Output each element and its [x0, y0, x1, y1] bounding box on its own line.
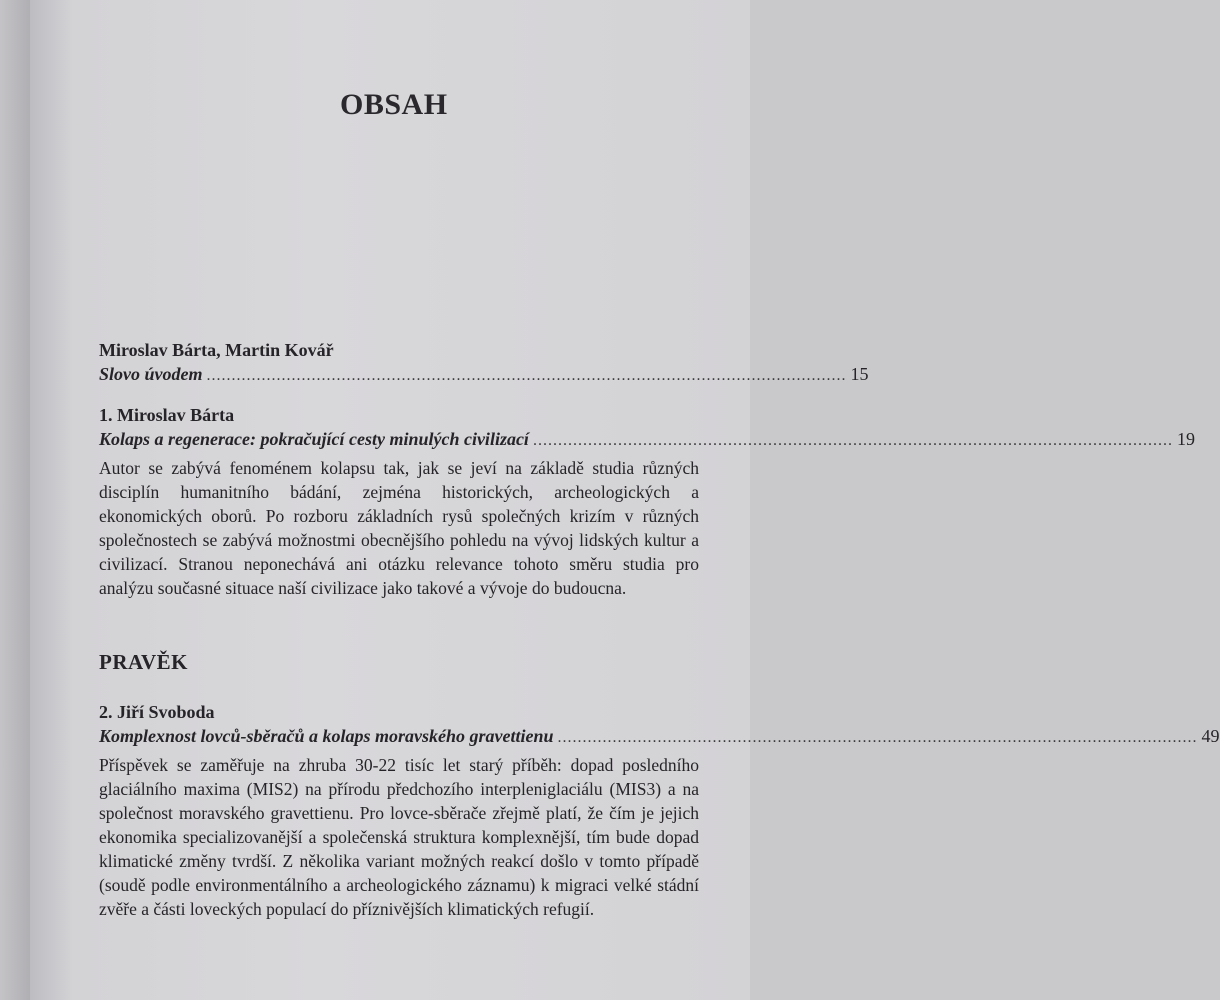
entry-author: Miroslav Bárta, Martin Kovář: [99, 340, 334, 360]
entry-title-row[interactable]: [99, 724, 1220, 750]
toc-entry: [99, 700, 1220, 921]
entry-title: Kolaps a regenerace: pokračující cesty minulých civilizací: [99, 429, 529, 449]
entry-abstract: Autor se zabývá fenoménem kolapsu tak, jak se jeví na základě studia různých disciplín humanitního bádání, zejména historických, archeologických a ekonomických oborů. Po rozboru základních rysů společných krizím v různých společnostech se zabývá možnostmi obecnějšího pohledu na vývoj lidských kultur a civilizací. Stranou neponechává ani otázku relevance tohoto směru studia pro analýzu současné situace naší civilizace jako takové a vývoje do budoucna.: [99, 458, 699, 598]
entry-page-number: 15: [850, 364, 869, 384]
dot-leader: ................................................................................................................................: [557, 729, 1198, 746]
section-heading: PRAVĚK: [99, 650, 188, 674]
previous-page-edge: [0, 0, 30, 1000]
toc-entry: [99, 338, 869, 388]
page-title: OBSAH: [340, 88, 448, 121]
entry-title: Slovo úvodem: [99, 364, 203, 384]
dot-leader: ................................................................................................................................: [532, 432, 1173, 449]
toc-entry: [99, 403, 1195, 600]
entry-page-number: 49: [1201, 726, 1220, 746]
entry-title: Komplexnost lovců-sběračů a kolaps moravského gravettienu: [99, 726, 554, 746]
entry-page-number: 19: [1176, 429, 1195, 449]
dot-leader: ................................................................................................................................: [206, 367, 847, 384]
entry-title-row[interactable]: [99, 427, 1195, 453]
entry-author: 2. Jiří Svoboda: [99, 702, 215, 722]
entry-author: 1. Miroslav Bárta: [99, 405, 235, 425]
entry-abstract: Příspěvek se zaměřuje na zhruba 30-22 tisíc let starý příběh: dopad posledního glaciálního maxima (MIS2) na přírodu předchozího interpleniglaciálu (MIS3) a na společnost moravského gravettienu. Pro lovce-sběrače zřejmě platí, že čím je jejich ekonomika specializovanější a společenská struktura komplexnější, tím bude dopad klimatické změny tvrdší. Z několika variant možných reakcí došlo v tomto případě (soudě podle environmentálního a archeologického záznamu) k migraci velké stádní zvěře a části loveckých populací do příznivějších klimatických refugií.: [99, 755, 699, 919]
entry-title-row[interactable]: [99, 362, 869, 388]
